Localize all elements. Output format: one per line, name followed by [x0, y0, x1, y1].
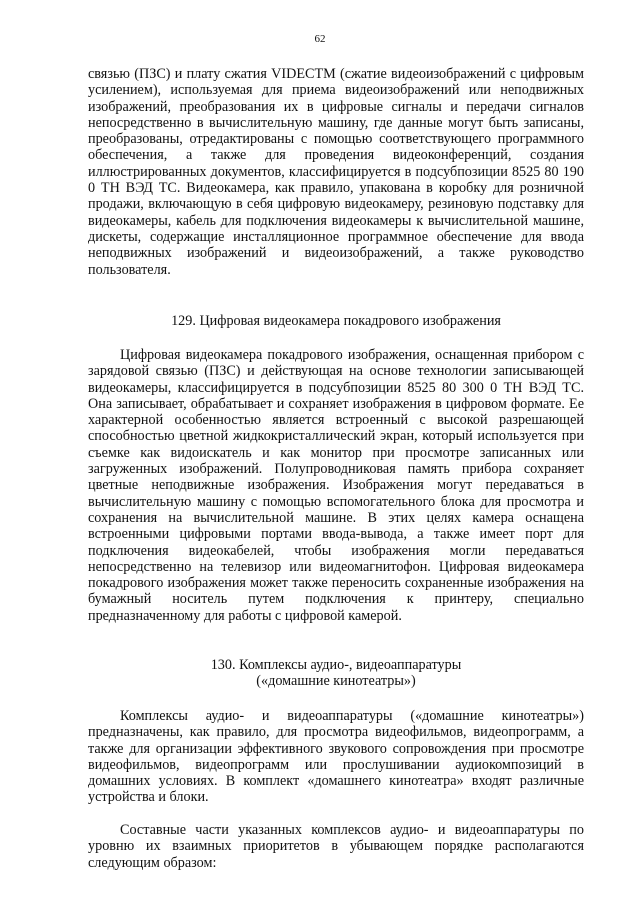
page-number: 62 [314, 33, 326, 45]
paragraph-130-1: Комплексы аудио- и видеоаппаратуры («домашние кинотеатры») предназначены, как правило, для просмотра видеофильмов, видеопрограмм, а также для организации эффективного звукового сопровождения при просмотре видеофильмов, видеопрограмм или прослушивании аудиокомпозиций в домашних условиях. В комплект «домашнего кинотеатра» входят различные устройства и блоки. [88, 708, 584, 806]
section-heading-129: 129. Цифровая видеокамера покадрового изображения [171, 313, 501, 329]
section-heading-130-line2: («домашние кинотеатры») [256, 673, 416, 690]
paragraph-129: Цифровая видеокамера покадрового изображения, оснащенная прибором с зарядовой связью (ПЗС) и действующая на основе технологии записывающей видеокамеры, классифицируется в подсубпозиции 8525 80 300 0 ТН ВЭД ТС. Она записывает, обрабатывает и сохраняет изображения в цифровом формате. Ее характерной особенностью является встроенный с высокой разрешающей способностью цветной жидкокристаллический экран, который используется при съемке как видоискатель и как монитор при просмотре записанных или загруженных изображений. Полупроводниковая память прибора сохраняет цветные неподвижные изображения. Изображения могут передаваться в вычислительную машину с помощью вспомогательного блока для просмотра и сохранения на вычислительной машине. В этих целях камера оснащена встроенными цифровыми портами ввода-вывода, а также имеет порт для подключения видеокабелей, чтобы изображения могли передаваться непосредственно на телевизор или видеомагнитофон. Цифровая видеокамера покадрового изображения может также переносить сохраненные изображения на бумажный носитель путем подключения к принтеру, специально предназначенному для работы с цифровой камерой. [88, 347, 584, 624]
section-heading-130 [88, 657, 584, 690]
section-heading-130-line1: 130. Комплексы аудио-, видеоаппаратуры [210, 657, 462, 673]
paragraph-130-2: Составные части указанных комплексов аудио- и видеоаппаратуры по уровню их взаимных приоритетов в убывающем порядке располагаются следующим образом: [88, 822, 584, 871]
paragraph-continuation: связью (ПЗС) и плату сжатия VIDECTM (сжатие видеоизображений с цифровым усилением), используемая для приема видеоизображений или неподвижных изображений, преобразования их в цифровые сигналы и передачи сигналов непосредственно в вычислительную машину, где данные могут быть записаны, преобразованы, отредактированы с помощью соответствующего программного обеспечения, а также для проведения видеоконференций, создания иллюстрированных документов, классифицируется в подсубпозиции 8525 80 190 0 ТН ВЭД ТС. Видеокамера, как правило, упакована в коробку для розничной продажи, включающую в себя цифровую видеокамеру, резиновую подставку для видеокамеры, кабель для подключения видеокамеры к вычислительной машине, дискеты, содержащие инсталляционное программное обеспечение для ввода неподвижных изображений и видеоизображений, а также руководство пользователя. [88, 66, 584, 278]
